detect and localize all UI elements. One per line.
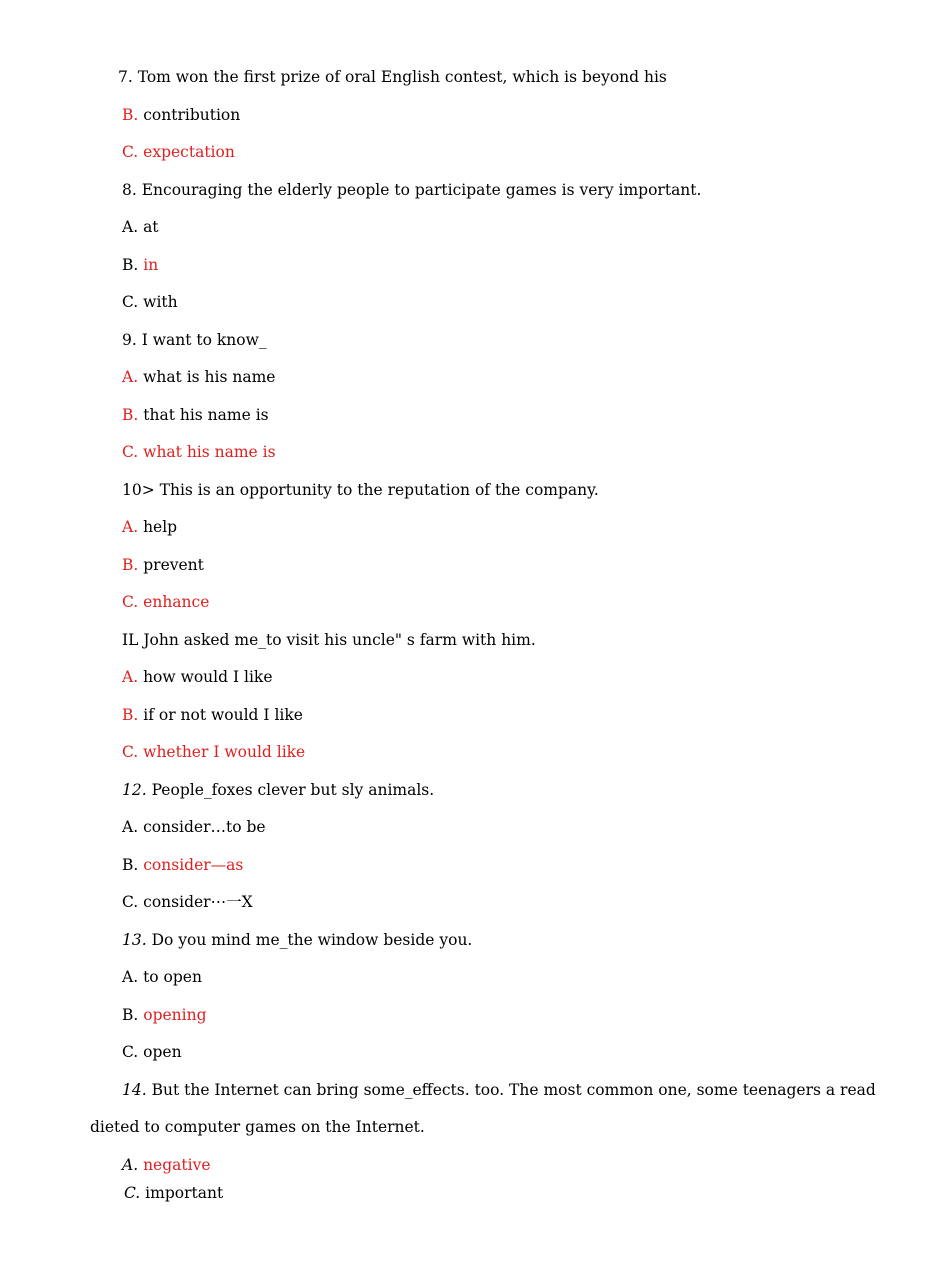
option-text: prevent bbox=[143, 556, 204, 574]
option-letter: C. bbox=[122, 1043, 144, 1061]
option-letter: B. bbox=[122, 256, 144, 274]
option-7b bbox=[122, 105, 240, 125]
option-letter: A. bbox=[122, 668, 144, 686]
question-7 bbox=[118, 67, 667, 87]
option-13a bbox=[122, 967, 202, 987]
option-14a bbox=[122, 1155, 211, 1175]
option-text: how would I like bbox=[143, 668, 273, 686]
option-12c bbox=[122, 892, 253, 912]
option-9a bbox=[122, 367, 275, 387]
option-7c bbox=[122, 142, 235, 162]
option-letter: A. bbox=[122, 518, 144, 536]
option-letter: B. bbox=[122, 106, 144, 124]
option-text: enhance bbox=[143, 593, 210, 611]
question-number: 10> bbox=[122, 481, 160, 499]
option-text: opening bbox=[143, 1006, 207, 1024]
option-8c bbox=[122, 292, 178, 312]
question-number: 13. bbox=[122, 931, 152, 949]
question-number: IL bbox=[122, 631, 144, 649]
option-letter: B. bbox=[122, 556, 144, 574]
option-12a bbox=[122, 817, 266, 837]
option-text: that his name is bbox=[143, 406, 269, 424]
option-letter: B. bbox=[122, 1006, 144, 1024]
question-text: Encouraging the elderly people to participate games is very important. bbox=[141, 181, 702, 199]
option-letter: A. bbox=[122, 1156, 144, 1174]
option-letter: C. bbox=[122, 893, 144, 911]
question-9 bbox=[122, 330, 267, 350]
option-letter: C. bbox=[122, 593, 144, 611]
option-letter: A. bbox=[122, 818, 144, 836]
option-13b bbox=[122, 1005, 207, 1025]
option-text: whether I would like bbox=[143, 743, 306, 761]
option-text: if or not would I like bbox=[143, 706, 303, 724]
option-letter: A. bbox=[122, 218, 144, 236]
question-text: dieted to computer games on the Internet. bbox=[90, 1118, 425, 1136]
option-letter: A. bbox=[122, 368, 144, 386]
question-text: This is an opportunity to the reputation of the company. bbox=[159, 481, 599, 499]
question-text: But the Internet can bring some_effects. too. The most common one, some teenagers a read bbox=[151, 1081, 876, 1099]
option-text: open bbox=[143, 1043, 182, 1061]
option-letter: C. bbox=[124, 1184, 146, 1202]
option-9b bbox=[122, 405, 269, 425]
question-text: John asked me_to visit his uncle" s farm with him. bbox=[143, 631, 536, 649]
question-11 bbox=[122, 630, 536, 650]
option-11c bbox=[122, 742, 305, 762]
option-text: what his name is bbox=[143, 443, 276, 461]
option-letter: B. bbox=[122, 406, 144, 424]
question-number: 14. bbox=[122, 1081, 152, 1099]
question-13 bbox=[122, 930, 472, 950]
option-text: with bbox=[143, 293, 178, 311]
option-8b bbox=[122, 255, 158, 275]
question-number: 7. bbox=[118, 68, 138, 86]
question-text: Tom won the first prize of oral English contest, which is beyond his bbox=[137, 68, 667, 86]
option-letter: B. bbox=[122, 706, 144, 724]
question-text: Do you mind me_the window beside you. bbox=[151, 931, 473, 949]
option-text: what is his name bbox=[143, 368, 276, 386]
question-text: People_foxes clever but sly animals. bbox=[151, 781, 435, 799]
question-number: 8. bbox=[122, 181, 142, 199]
option-text: expectation bbox=[143, 143, 235, 161]
option-text: consider—as bbox=[143, 856, 244, 874]
option-text: consider…to be bbox=[143, 818, 266, 836]
option-10c bbox=[122, 592, 209, 612]
question-8 bbox=[122, 180, 701, 200]
question-10 bbox=[122, 480, 599, 500]
question-number: 12. bbox=[122, 781, 152, 799]
option-letter: C. bbox=[122, 443, 144, 461]
option-13c bbox=[122, 1042, 182, 1062]
option-letter: C. bbox=[122, 143, 144, 161]
option-10b bbox=[122, 555, 204, 575]
option-11a bbox=[122, 667, 273, 687]
question-12 bbox=[122, 780, 434, 800]
option-text: negative bbox=[143, 1156, 211, 1174]
question-number: 9. bbox=[122, 331, 142, 349]
option-11b bbox=[122, 705, 303, 725]
option-letter: C. bbox=[122, 743, 144, 761]
option-10a bbox=[122, 517, 177, 537]
option-letter: C. bbox=[122, 293, 144, 311]
option-letter: B. bbox=[122, 856, 144, 874]
option-text: help bbox=[143, 518, 178, 536]
option-text: to open bbox=[143, 968, 202, 986]
option-text: in bbox=[143, 256, 159, 274]
option-8a bbox=[122, 217, 159, 237]
option-14c bbox=[124, 1183, 223, 1203]
question-14 bbox=[122, 1080, 876, 1100]
option-text: contribution bbox=[143, 106, 241, 124]
question-text: I want to know_ bbox=[141, 331, 267, 349]
option-text: important bbox=[145, 1184, 224, 1202]
option-12b bbox=[122, 855, 243, 875]
option-letter: A. bbox=[122, 968, 144, 986]
option-9c bbox=[122, 442, 276, 462]
option-text: at bbox=[143, 218, 159, 236]
option-text: consider⋯一X bbox=[143, 893, 253, 911]
question-14-continued bbox=[90, 1117, 425, 1137]
